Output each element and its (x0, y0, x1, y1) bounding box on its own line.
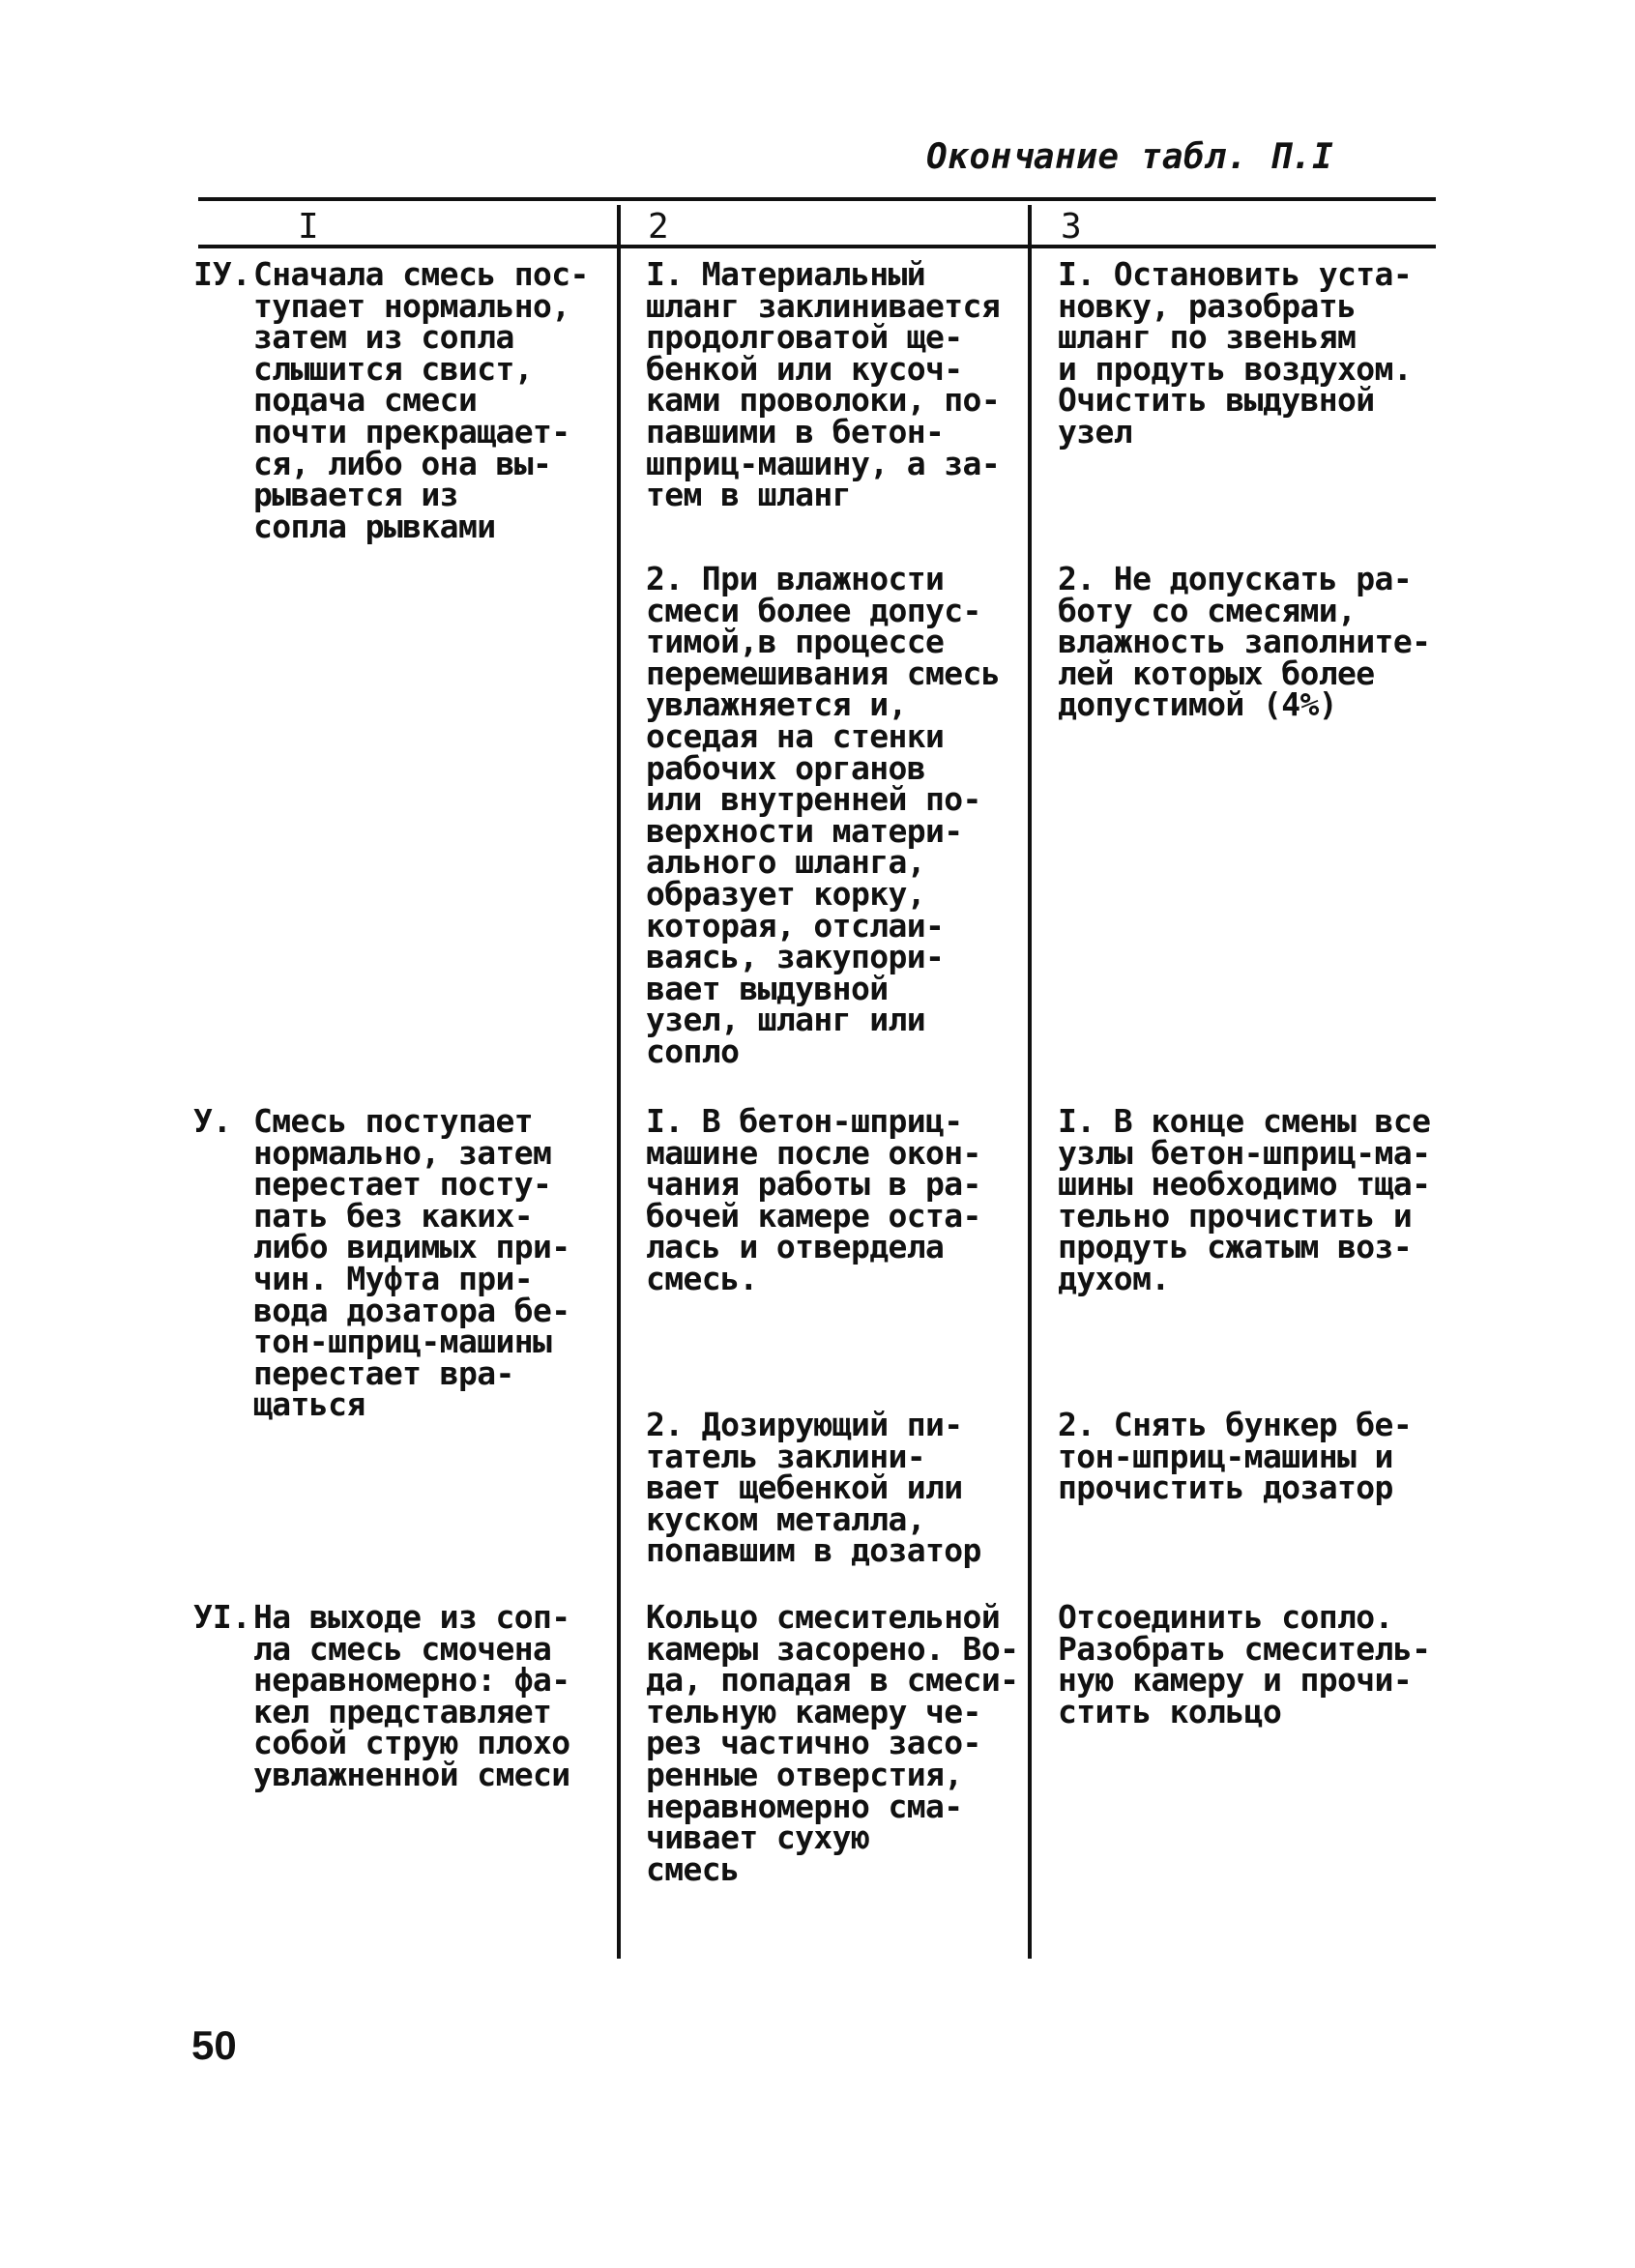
remedy-cell: I. Остановить уста- новку, разобрать шланг по звеньям и продуть воздухом. Очистить выдувной узел (1058, 255, 1413, 451)
page-caption: Окончание табл. П.I (926, 137, 1334, 177)
cause-cell: I. Материальный шланг заклинивается продолговатой ще- бенкой или кусоч- ками проволоки, по- павшими в бетон- шприц-машину, а за- тем в шланг (646, 255, 1001, 514)
symptom-cell: Смесь поступает нормально, затем перестает посту- пать без каких- либо видимых при- чин. Муфта при- вода дозатора бе- тон-шприц-машины перестает вра- щаться (253, 1102, 570, 1424)
row-number: IУ. (193, 255, 251, 293)
cause-cell: 2. Дозирующий пи- татель заклини- вает щебенкой или куском металла, попавшим в дозатор (646, 1406, 981, 1570)
column-divider-2 (1028, 205, 1032, 1959)
symptom-cell: На выходе из соп- ла смесь смочена неравномерно: фа- кел представляет собой струю плохо увлажненной смеси (253, 1598, 570, 1793)
column-header-1: I (298, 207, 319, 247)
row-number: УI. (193, 1598, 251, 1636)
cause-cell: I. В бетон-шприц- машине после окон- чания работы в ра- бочей камере оста- лась и отвердела смесь. (646, 1102, 981, 1297)
page-number: 50 (191, 2022, 237, 2068)
cause-cell: Кольцо смесительной камеры засорено. Во- да, попадая в смеси- тельную камеру че- рез частично засо- ренные отверстия, неравномерно сма- чивает сухую смесь (646, 1598, 1019, 1888)
remedy-cell: 2. Не допускать ра- боту со смесями, влажность заполните- лей которых более допустимой (4%) (1058, 560, 1431, 724)
remedy-cell: I. В конце смены все узлы бетон-шприц-ма- шины необходимо тща- тельно прочистить и продуть сжатым воз- духом. (1058, 1102, 1431, 1297)
header-bottom-rule (198, 245, 1436, 248)
column-header-2: 2 (648, 207, 669, 247)
symptom-cell: Сначала смесь пос- тупает нормально, затем из сопла слышится свист, подача смеси почти прекращает- ся, либо она вы- рывается из сопла рывками (253, 255, 589, 545)
table-top-rule (198, 197, 1436, 201)
cause-cell: 2. При влажности смеси более допус- тимой,в процессе перемешивания смесь увлажняется и, оседая на стенки рабочих органов или внутренней по- верхности матери- ального шланга, образует корку, которая, отслаи- ваясь, закупори- вает выдувной узел, шланг или сопло (646, 560, 1001, 1070)
column-header-3: 3 (1061, 207, 1082, 247)
remedy-cell: Отсоединить сопло. Разобрать смеситель- ную камеру и прочи- стить кольцо (1058, 1598, 1431, 1730)
column-divider-1 (617, 205, 621, 1959)
row-number: У. (193, 1102, 232, 1140)
remedy-cell: 2. Снять бункер бе- тон-шприц-машины и прочистить дозатор (1058, 1406, 1413, 1507)
